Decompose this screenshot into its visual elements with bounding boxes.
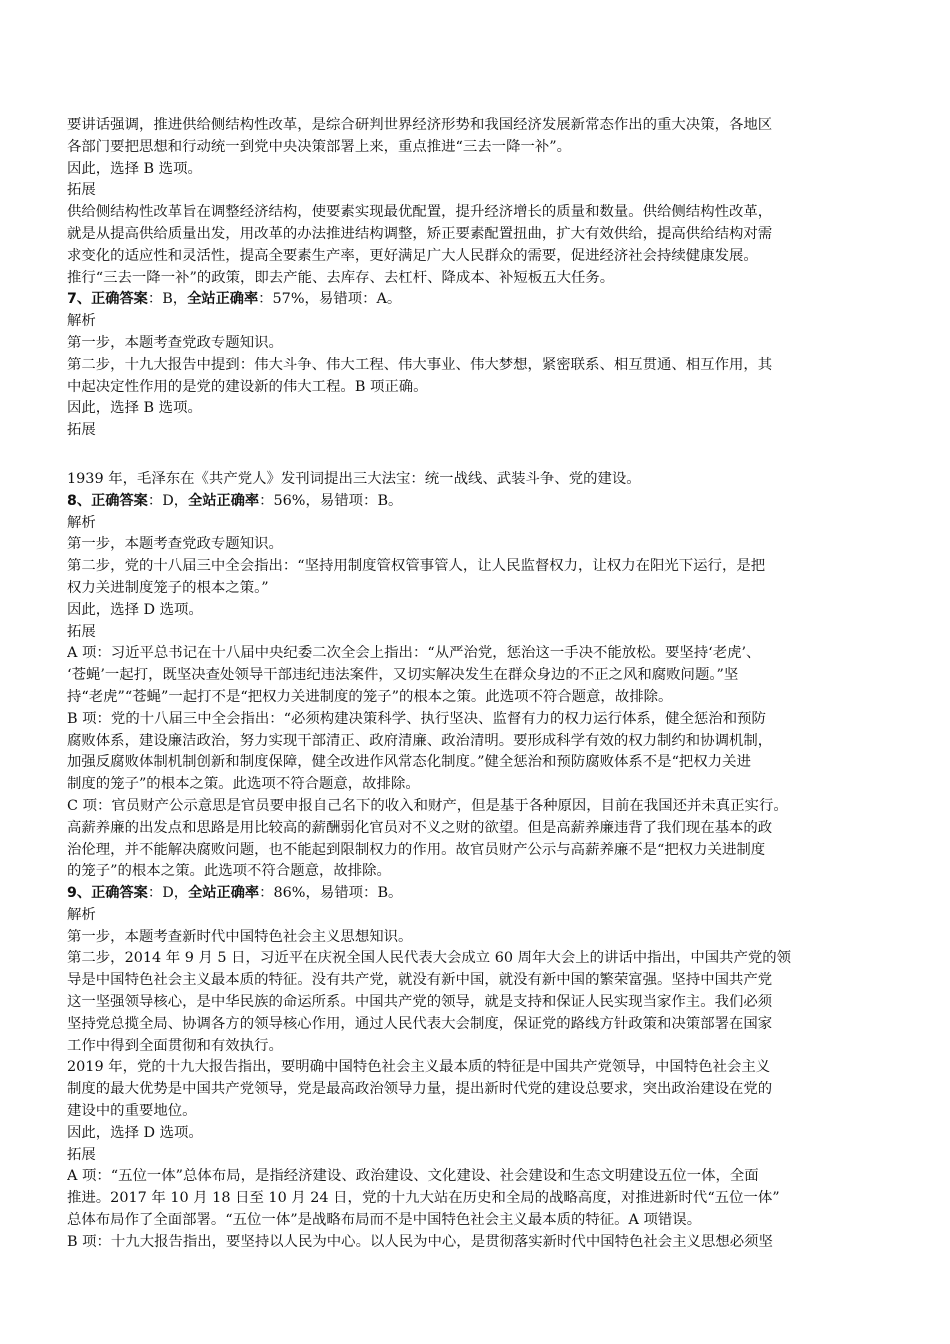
option-c-text: 的笼子”的根本之策。此选项不符合题意，故排除。 xyxy=(67,863,391,880)
conclusion-text: 因此，选择 D 选项。 xyxy=(67,1124,203,1141)
option-a-text: A 项：习近平总书记在十八届中央纪委二次全会上指出：“从严治党，惩治这一手决不能放松。要坚持‘老虎’、 xyxy=(67,645,761,662)
analysis-heading: 解析 xyxy=(67,313,96,330)
expand-heading: 拓展 xyxy=(67,422,96,439)
q8-correct-label: 正确答案 xyxy=(91,492,148,509)
q7-correct-label: 正确答案 xyxy=(91,291,148,308)
step-one: 第一步，本题考查党政专题知识。 xyxy=(67,536,283,553)
step-two: 导是中国特色社会主义最本质的特征。没有共产党，就没有新中国，就没有新中国的繁荣富强。坚持中国共产党 xyxy=(67,972,773,989)
q8-rate-rest: ：56%，易错项：B。 xyxy=(259,492,403,509)
text-line: 求变化的适应性和灵活性，提高全要素生产率，更好满足广大人民群众的需要，促进经济社会持续健康发展。 xyxy=(67,247,758,264)
step-two: 第二步，十九大报告中提到：伟大斗争、伟大工程、伟大事业、伟大梦想，紧密联系、相互贯通、相互作用，其 xyxy=(67,356,773,373)
text-line: 各部门要把思想和行动统一到党中央决策部署上来，重点推进“三去一降一补”。 xyxy=(67,138,571,155)
intro-paragraph xyxy=(67,115,885,159)
option-a-text: 推进。2017 年 10 月 18 日至 10 月 24 日，党的十九大站在历史和全局的战略高度，对推进新时代“五位一体” xyxy=(67,1190,780,1207)
q7-answer-line xyxy=(67,289,885,311)
q7-answer: ：B， xyxy=(147,291,188,308)
option-c-text: 高薪养廉的出发点和思路是用比较高的薪酬弱化官员对不义之财的欲望。但是高薪养廉违背了我们现在基本的政 xyxy=(67,819,773,836)
q7-rate-label: 全站正确率 xyxy=(187,291,259,308)
text-line: 推行“三去一降一补”的政策，即去产能、去库存、去杠杆、降成本、补短板五大任务。 xyxy=(67,269,615,286)
step-two: 坚持党总揽全局、协调各方的领导核心作用，通过人民代表大会制度，保证党的路线方针政策和决策部署在国家 xyxy=(67,1015,773,1032)
option-c-text: 治伦理，并不能解决腐败问题，也不能起到限制权力的作用。故官员财产公示与高薪养廉不是“把权力关进制度 xyxy=(67,841,766,858)
conclusion-text: 因此，选择 B 选项。 xyxy=(67,400,202,417)
option-a-text: 总体布局作了全面部署。“五位一体”是战略布局而不是中国特色社会主义最本质的特征。A 项错误。 xyxy=(67,1212,702,1229)
paragraph-2019: 制度的最大优势是中国共产党领导，党是最高政治领导力量，提出新时代党的建设总要求，突出政治建设在党的 xyxy=(67,1081,773,1098)
step-one: 第一步，本题考查新时代中国特色社会主义思想知识。 xyxy=(67,928,413,945)
option-b-text: B 项：党的十八届三中全会指出：“必须构建决策科学、执行坚决、监督有力的权力运行体系，健全惩治和预防 xyxy=(67,710,766,727)
q9-answer: ：D， xyxy=(147,885,189,902)
blank-gap xyxy=(67,442,885,469)
step-two: 权力关进制度笼子的根本之策。” xyxy=(67,579,269,596)
q9-rate-rest: ：86%，易错项：B。 xyxy=(259,885,403,902)
q9-correct-label: 正确答案 xyxy=(91,885,148,902)
step-one: 第一步，本题考查党政专题知识。 xyxy=(67,334,283,351)
option-b-text: B 项：十九大报告指出，要坚持以人民为中心。以人民为中心，是贯彻落实新时代中国特色社会主义思想必须坚 xyxy=(67,1233,773,1250)
q9-rate-label: 全站正确率 xyxy=(188,885,260,902)
conclusion-text: 因此，选择 B 选项。 xyxy=(67,160,202,177)
expand-paragraph xyxy=(67,202,885,289)
text-line: 就是从提高供给质量出发，用改革的办法推进结构调整，矫正要素配置扭曲，扩大有效供给，提高供给结构对需 xyxy=(67,225,773,242)
option-a-text: A 项：“五位一体”总体布局，是指经济建设、政治建设、文化建设、社会建设和生态文明建设五位一体，全面 xyxy=(67,1168,759,1185)
option-a-text: 持“老虎”“苍蝇”一起打不是“把权力关进制度的笼子”的根本之策。此选项不符合题意，故排除。 xyxy=(67,688,673,705)
q7-rate-rest: ：57%，易错项：A。 xyxy=(258,291,402,308)
step-two: 第二步，党的十八届三中全会指出：“坚持用制度管权管事管人，让人民监督权力，让权力在阳光下运行，是把 xyxy=(67,558,766,575)
text-line: 要讲话强调，推进供给侧结构性改革，是综合研判世界经济形势和我国经济发展新常态作出的重大决策，各地区 xyxy=(67,117,773,133)
q8-number: 8、 xyxy=(67,492,92,509)
q8-answer: ：D， xyxy=(147,492,189,509)
option-b-text: 腐败体系，建设廉洁政治，努力实现干部清正、政府清廉、政治清明。要形成科学有效的权力制约和协调机制， xyxy=(67,732,773,749)
conclusion-text: 因此，选择 D 选项。 xyxy=(67,601,203,618)
paragraph-2019: 建设中的重要地位。 xyxy=(67,1103,197,1120)
text-line: 供给侧结构性改革旨在调整经济结构，使要素实现最优配置，提升经济增长的质量和数量。供给侧结构性改革， xyxy=(67,204,773,221)
q8-answer-line xyxy=(67,491,885,513)
q7-number: 7、 xyxy=(67,291,92,308)
option-b-text: 制度的笼子”的根本之策。此选项不符合题意，故排除。 xyxy=(67,776,420,793)
step-two: 这一坚强领导核心，是中华民族的命运所系。中国共产党的领导，就是支持和保证人民实现当家作主。我们必须 xyxy=(67,994,773,1011)
option-b-text: 加强反腐败体制机制创新和制度保障，健全改进作风常态化制度。”健全惩治和预防腐败体系不是“把权力关进 xyxy=(67,754,751,771)
analysis-heading: 解析 xyxy=(67,906,96,923)
step-two: 第二步，2014 年 9 月 5 日，习近平在庆祝全国人民代表大会成立 60 周年大会上的讲话中指出，中国共产党的领 xyxy=(67,950,792,967)
option-c-text: C 项：官员财产公示意思是官员要申报自己名下的收入和财产，但是基于各种原因，目前在我国还并未真正实行。 xyxy=(67,797,788,814)
expand-text: 1939 年，毛泽东在《共产党人》发刊词提出三大法宝：统一战线、武装斗争、党的建设。 xyxy=(67,470,641,487)
q9-number: 9、 xyxy=(67,885,92,902)
q8-rate-label: 全站正确率 xyxy=(188,492,260,509)
q9-answer-line xyxy=(67,883,885,905)
expand-heading: 拓展 xyxy=(67,1146,96,1163)
expand-heading: 拓展 xyxy=(67,623,96,640)
analysis-heading: 解析 xyxy=(67,514,96,531)
step-two: 中起决定性作用的是党的建设新的伟大工程。B 项正确。 xyxy=(67,378,428,395)
step-two: 工作中得到全面贯彻和有效执行。 xyxy=(67,1037,283,1054)
expand-heading: 拓展 xyxy=(67,182,96,199)
paragraph-2019: 2019 年，党的十九大报告指出，要明确中国特色社会主义最本质的特征是中国共产党领导，中国特色社会主义 xyxy=(67,1059,771,1076)
option-a-text: ‘苍蝇’一起打，既坚决查处领导干部违纪违法案件，又切实解决发生在群众身边的不正之风和腐败问题。”坚 xyxy=(67,667,739,684)
document-page xyxy=(67,115,885,1254)
